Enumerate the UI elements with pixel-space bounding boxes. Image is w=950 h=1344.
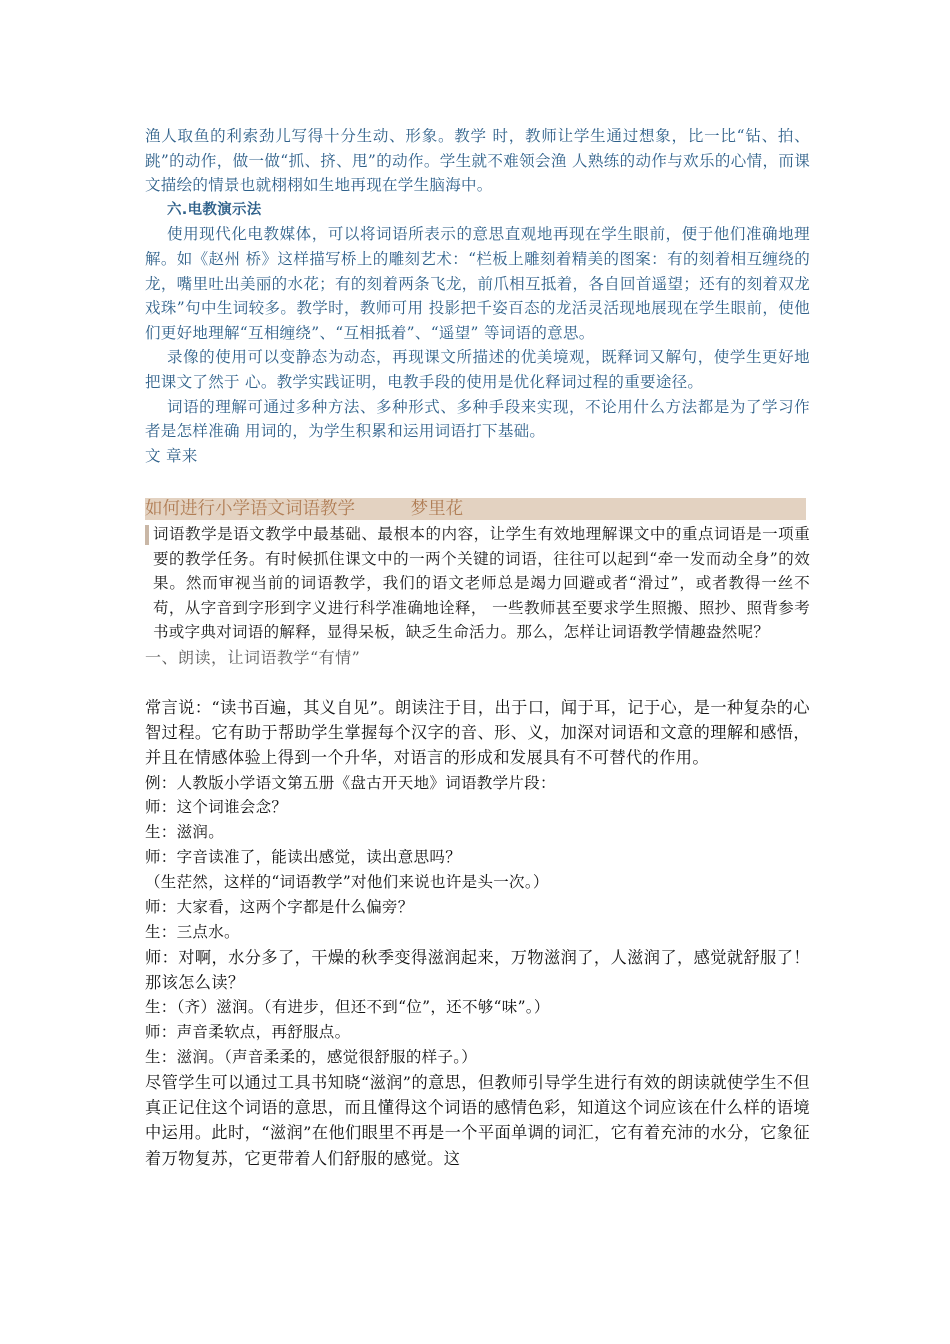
dialogue-line: 师：大家看，这两个字都是什么偏旁？ (145, 898, 414, 917)
paragraph-video: 录像的使用可以变静态为动态，再现课文所描述的优美境观，既释词又解句，使学生更好地把课文了然于 心。教学实践证明，电教手段的使用是优化释词过程的重要途径。 (145, 348, 810, 391)
paragraph-teacher: 师：对啊，水分多了，干燥的秋季变得滋润起来，万物滋润了，人滋润了，感觉就舒服了！那该怎么读？ (145, 947, 810, 993)
intro-paragraph (145, 522, 810, 645)
dialogue-line: 师：这个词谁会念？ (145, 798, 288, 817)
article-title: 如何进行小学语文词语教学 梦里花 (145, 498, 806, 520)
source-note: 文 章来 (145, 446, 198, 465)
dialogue-line: （生茫然，这样的“词语教学”对他们来说也许是头一次。） (145, 873, 549, 892)
paragraph-final: 尽管学生可以通过工具书知晓“滋润”的意思，但教师引导学生进行有效的朗读就使学生不但真正记住这个词语的意思，而且懂得这个词语的感情色彩，知道这个词应该在什么样的语境中运用。此时，“滋润”在他们眼里不再是一个平面单调的词汇，它有着充沛的水分，它象征着万物复苏，它更带着人们舒服的感觉。这 (145, 1073, 810, 1168)
dialogue-line: 生：（齐）滋润。（有进步，但还不到“位”，还不够“味”。） (145, 998, 550, 1017)
section-heading-media-method: 六.电教演示法 (167, 201, 262, 218)
article-section-continued (145, 124, 810, 468)
dialogue-line: 师：字音读准了，能读出感觉，读出意思吗？ (145, 848, 462, 867)
dialogue-line: 例：人教版小学语文第五册《盘古开天地》词语教学片段： (145, 773, 556, 792)
dialogue-line: 师：声音柔软点，再舒服点。 (145, 1023, 351, 1042)
dialogue-line: 生：滋润。（声音柔柔的，感觉很舒服的样子。） (145, 1048, 478, 1067)
intro-text: 词语教学是语文教学中最基础、最根本的内容，让学生有效地理解课文中的重点词语是一项重要的教学任务。有时候抓住课文中的一两个关键的词语，往往可以起到“牵一发而动全身”的效果。然而审视当前的词语教学，我们的语文老师总是竭力回避或者“滑过”，或者教得一丝不苟，从字音到字形到字义进行科学准确地诠释， 一些教师甚至要求学生照搬、照抄、照背参考书或字典对词语的解释，显得呆板，缺乏生命活力。那么，怎样让词语教学情趣盎然呢？ (153, 525, 810, 642)
paragraph-reading: 常言说：“读书百遍，其义自见”。朗读注于目，出于口，闻于耳，记于心，是一种复杂的心智过程。它有助于帮助学生掌握每个汉字的音、形、义，加深对词语和文意的理解和感悟，并且在情感体验上得到一个升华，对语言的形成和发展具有不可替代的作用。 (145, 697, 810, 768)
paragraph-continued: 渔人取鱼的利索劲儿写得十分生动、形象。教学 时，教师让学生通过想象，比一比“钻、拍、跳”的动作，做一做“抓、挤、甩”的动作。学生就不难领会渔 人熟练的动作与欢乐的心情，而课文描绘的情景也就栩栩如生地再现在学生脑海中。 (145, 127, 810, 195)
quote-bar (145, 525, 149, 545)
dialogue-line: 生：滋润。 (145, 823, 225, 842)
spacer (145, 671, 810, 695)
paragraph-media: 使用现代化电教媒体，可以将词语所表示的意思直观地再现在学生眼前，便于他们准确地理解。如《赵州 桥》这样描写桥上的雕刻艺术：“栏板上雕刻着精美的图案：有的刻着相互缠绕的龙，嘴里吐出美丽的水花；有的刻着两条飞龙，前爪相互抵着，各自回首遥望；还有的刻着双龙戏珠”句中生词较多。教学时，教师可用 投影把千姿百态的龙活灵活现地展现在学生眼前，使他们更好地理解“互相缠绕”、“互相抵着”、“遥望” 等词语的意思。 (145, 225, 810, 342)
paragraph-summary: 词语的理解可通过多种方法、多种形式、多种手段来实现，不论用什么方法都是为了学习作者是怎样准确 用词的，为学生积累和运用词语打下基础。 (145, 397, 810, 441)
article-section-vocabulary (145, 522, 810, 1171)
dialogue-line: 生：三点水。 (145, 923, 240, 942)
subheading-reading: 一、朗读，让词语教学“有情” (145, 647, 361, 667)
